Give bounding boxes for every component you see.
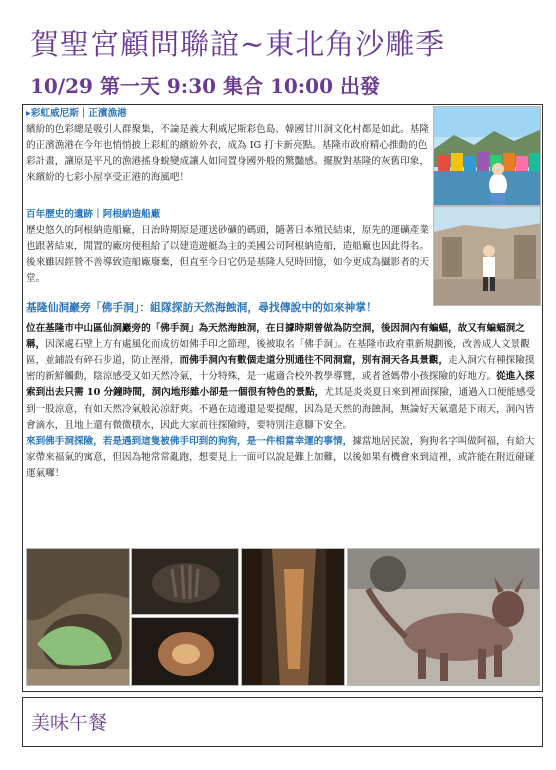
section-rainbow-port bbox=[26, 106, 430, 186]
section-body bbox=[26, 321, 540, 434]
lucky-dog-photo bbox=[347, 548, 540, 686]
body-text: 走入洞穴有種探險摸密的新鮮觸動，陰涼感受又如天然冷氣，十分特殊，是一處適合校外教學導覽，或者爸媽帶小孩探險的好地方。 bbox=[26, 354, 535, 383]
section-buddha-cave bbox=[26, 300, 540, 483]
section-heading: ▸彩虹威尼斯｜正濱漁港 bbox=[26, 108, 127, 119]
lunch-section bbox=[22, 697, 543, 747]
highlight-text: 位在基隆市中山區仙洞巖旁的「佛手洞」為天然海蝕洞，在日據時期曾做為防空洞，後因洞內有蝙蝠，故又有蝙蝠洞之稱， bbox=[26, 322, 525, 350]
cave-passage-photo bbox=[241, 548, 345, 686]
section-heading: 百年歷史的遺跡｜阿根納造船廠 bbox=[26, 209, 161, 220]
section-body: 歷史悠久的阿根納造船廠，日治時期原是運送砂礦的碼頭，隨著日本殖民結束，原先的運礦產業也跟著結束，閒置的廠房便租給了以建造遊艇為主的美國公司阿根納造船，造船廠也因此得名。後來雖因經營不善導致造船廠廢棄，但直至今日它仍是基隆人兒時回憶，如今更成為攝影者的天堂。 bbox=[26, 225, 429, 284]
body-text: 尤其是炎炎夏日來到裡面探險，通過入口便能感受到一股涼意，有如天然冷氣般沁涼舒爽。不過在這邊還是要提醒，因為是天然的海蝕洞，無論好天氣還是下雨天，洞內皆會滴水，且地上還有微微積水，因此大家前往探險時，要特別注意腳下安全。 bbox=[26, 387, 536, 431]
body-text: 據當地居民說，狗狗名字叫做阿福，有給大家帶來福氣的寓意，但因為牠常常亂跑，想要見上一面可以說是難上加難，以後如果有機會來到這裡，或許能在附近碰碰運氣囉！ bbox=[26, 435, 535, 480]
lunch-heading: 美味午餐 bbox=[31, 712, 108, 734]
section-shipyard bbox=[26, 207, 430, 287]
body-text: 因深處石壁上方有處風化而成彷如佛手印之節理，後被取名「佛手洞」。在基隆市政府重新規劃後，改善成人文景觀區，並鋪設有碎石步道，防止溼滑， bbox=[26, 338, 530, 366]
page-subtitle: 10/29 第一天 9:30 集合 10:00 出發 bbox=[30, 74, 380, 98]
section-body: 繽紛的色彩總是吸引人群聚集，不論是義大利威尼斯彩色島、韓國甘川洞文化村都是如此。基隆的正濱漁港在今年也悄悄披上彩虹的繽紛外衣，成為 IG 打卡新亮點。基隆市政府精心推動的色彩計畫，讓原是平凡的漁港搖身蛻變成讓人如同置身國外般的驚豔感。擺脫對基隆的灰舊印象，來繽紛的七彩小屋享受正港的海風吧！ bbox=[26, 124, 429, 183]
highlight-text: 從進入探索到出去只需 10 分鐘時間，洞內地形雖小卻是一個很有特色的景點， bbox=[26, 371, 535, 399]
rainbow-houses-photo bbox=[433, 106, 541, 206]
highlight-text: 而佛手洞內有數個走道分別通往不同洞窟，別有洞天各具景觀， bbox=[179, 354, 449, 366]
section-heading: 基隆仙洞巖旁「佛手洞」：組隊探訪天然海蝕洞，尋找傳說中的如來神掌！ bbox=[26, 301, 377, 314]
shipyard-photo bbox=[433, 206, 541, 306]
cave-entrance-photo bbox=[26, 548, 130, 686]
highlight-text: 來到佛手洞探險，若是遇到這隻被佛手印到的狗狗，是一件相當幸運的事情， bbox=[26, 435, 353, 447]
cave-tunnel-photo bbox=[131, 617, 239, 686]
buddha-palm-print-photo bbox=[131, 548, 239, 615]
section-body bbox=[26, 434, 540, 483]
page-title: 賀聖宮顧問聯誼~東北角沙雕季 bbox=[30, 27, 446, 61]
